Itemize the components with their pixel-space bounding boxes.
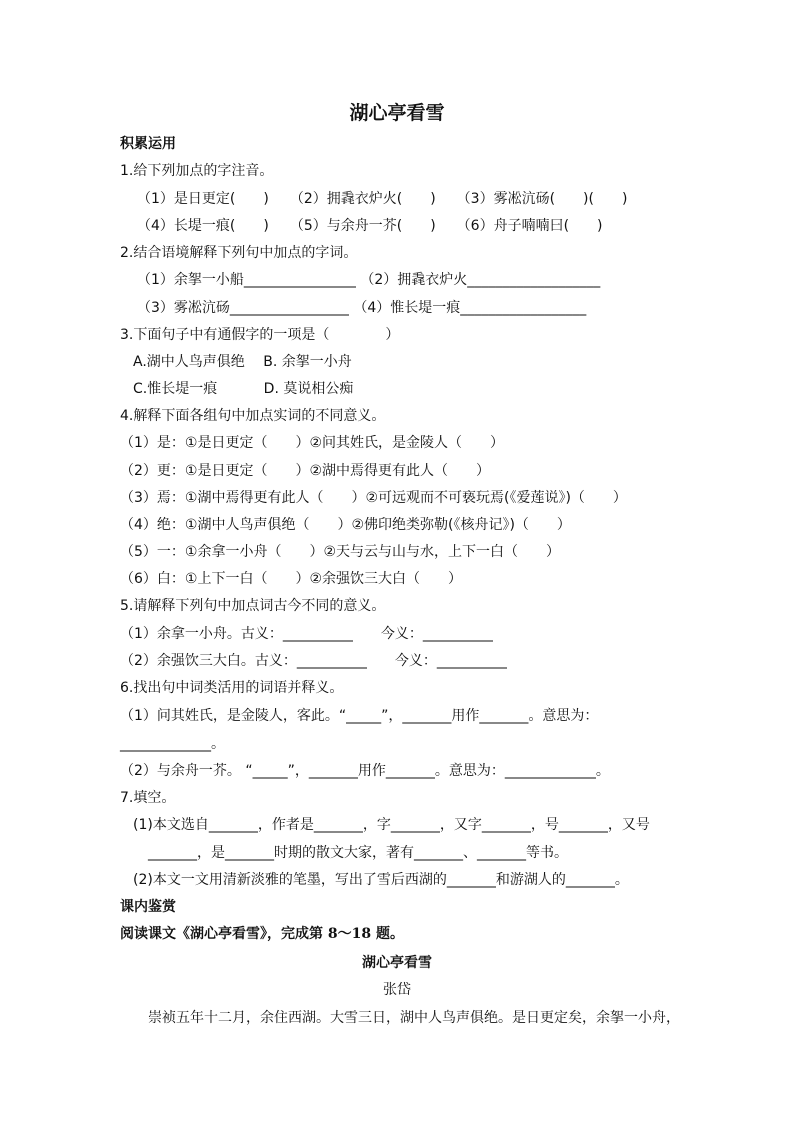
question-2-row-2: （3）雾凇沆砀_________________ （4）惟长堤一痕__________________ <box>137 300 587 316</box>
reading-instruction: 阅读课文《湖心亭看雪》，完成第 8～18 题。 <box>120 926 404 942</box>
question-5-row-2: （2）余强饮三大白。古义：__________ 今义：__________ <box>120 653 507 669</box>
question-1-row-1: （1）是日更定( ) （2）拥毳衣炉火( ) （3）雾凇沆砀( )( ) <box>137 191 628 207</box>
passage-text: 崇祯五年十二月，余住西湖。大雪三日，湖中人鸟声俱绝。是日更定矣，余挐一小舟， <box>148 1010 680 1026</box>
question-7-row-2: (2)本文一文用清新淡雅的笔墨，写出了雪后西湖的_______和游湖人的_______。 <box>133 872 629 888</box>
question-3-stem: 3.下面句子中有通假字的一项是（ ） <box>120 327 400 343</box>
question-4-item: （5）一：①余拿一小舟（ ）②天与云与山与水，上下一白（ ） <box>120 544 561 560</box>
question-3-options-row-2: C.惟长堤一痕 D. 莫说相公痴 <box>133 381 354 397</box>
section-heading-accumulation: 积累运用 <box>120 136 176 152</box>
question-1-row-2: （4）长堤一痕( ) （5）与余舟一芥( ) （6）舟子喃喃曰( ) <box>137 218 603 234</box>
question-6-row-2: （2）与余舟一芥。 “_____”，_______用作_______。意思为：_____________。 <box>120 763 610 779</box>
question-4-item: （1）是：①是日更定（ ）②问其姓氏，是金陵人（ ） <box>120 435 505 451</box>
question-7-row-1: (1)本文选自_______，作者是_______，字_______，又字_______，号_______，又号 <box>133 817 650 833</box>
question-4-item: （4）绝：①湖中人鸟声俱绝（ ）②佛印绝类弥勒(《核舟记》)（ ） <box>120 517 571 533</box>
question-7-row-1-continued: _______，是_______时期的散文大家，著有_______、_______等书。 <box>148 845 568 861</box>
question-4-stem: 4.解释下面各组句中加点实词的不同意义。 <box>120 408 386 424</box>
page-title: 湖心亭看雪 <box>349 102 445 124</box>
question-2-stem: 2.结合语境解释下列句中加点的字词。 <box>120 245 358 261</box>
question-4-item: （6）白：①上下一白（ ）②余强饮三大白（ ） <box>120 571 463 587</box>
passage-title: 湖心亭看雪 <box>362 955 432 971</box>
question-4-item: （3）焉：①湖中焉得更有此人（ ）②可远观而不可亵玩焉(《爱莲说》)（ ） <box>120 490 627 506</box>
question-5-row-1: （1）余拿一小舟。古义：__________ 今义：__________ <box>120 626 493 642</box>
question-6-row-1-continued: _____________。 <box>120 736 225 752</box>
question-1-stem: 1.给下列加点的字注音。 <box>120 163 274 179</box>
question-5-stem: 5.请解释下列句中加点词古今不同的意义。 <box>120 598 386 614</box>
question-4-item: （2）更：①是日更定（ ）②湖中焉得更有此人（ ） <box>120 463 491 479</box>
question-7-stem: 7.填空。 <box>120 790 176 806</box>
passage-author: 张岱 <box>383 982 411 998</box>
question-3-options-row-1: A.湖中人鸟声俱绝 B. 余挐一小舟 <box>133 354 352 370</box>
question-2-row-1: （1）余挐一小船________________ （2）拥毳衣炉火___________________ <box>137 272 601 288</box>
question-6-stem: 6.找出句中词类活用的词语并释义。 <box>120 680 344 696</box>
question-6-row-1: （1）问其姓氏，是金陵人，客此。“_____”，_______用作_______。意思为： <box>120 708 599 724</box>
section-heading-appreciation: 课内鉴赏 <box>120 899 176 915</box>
